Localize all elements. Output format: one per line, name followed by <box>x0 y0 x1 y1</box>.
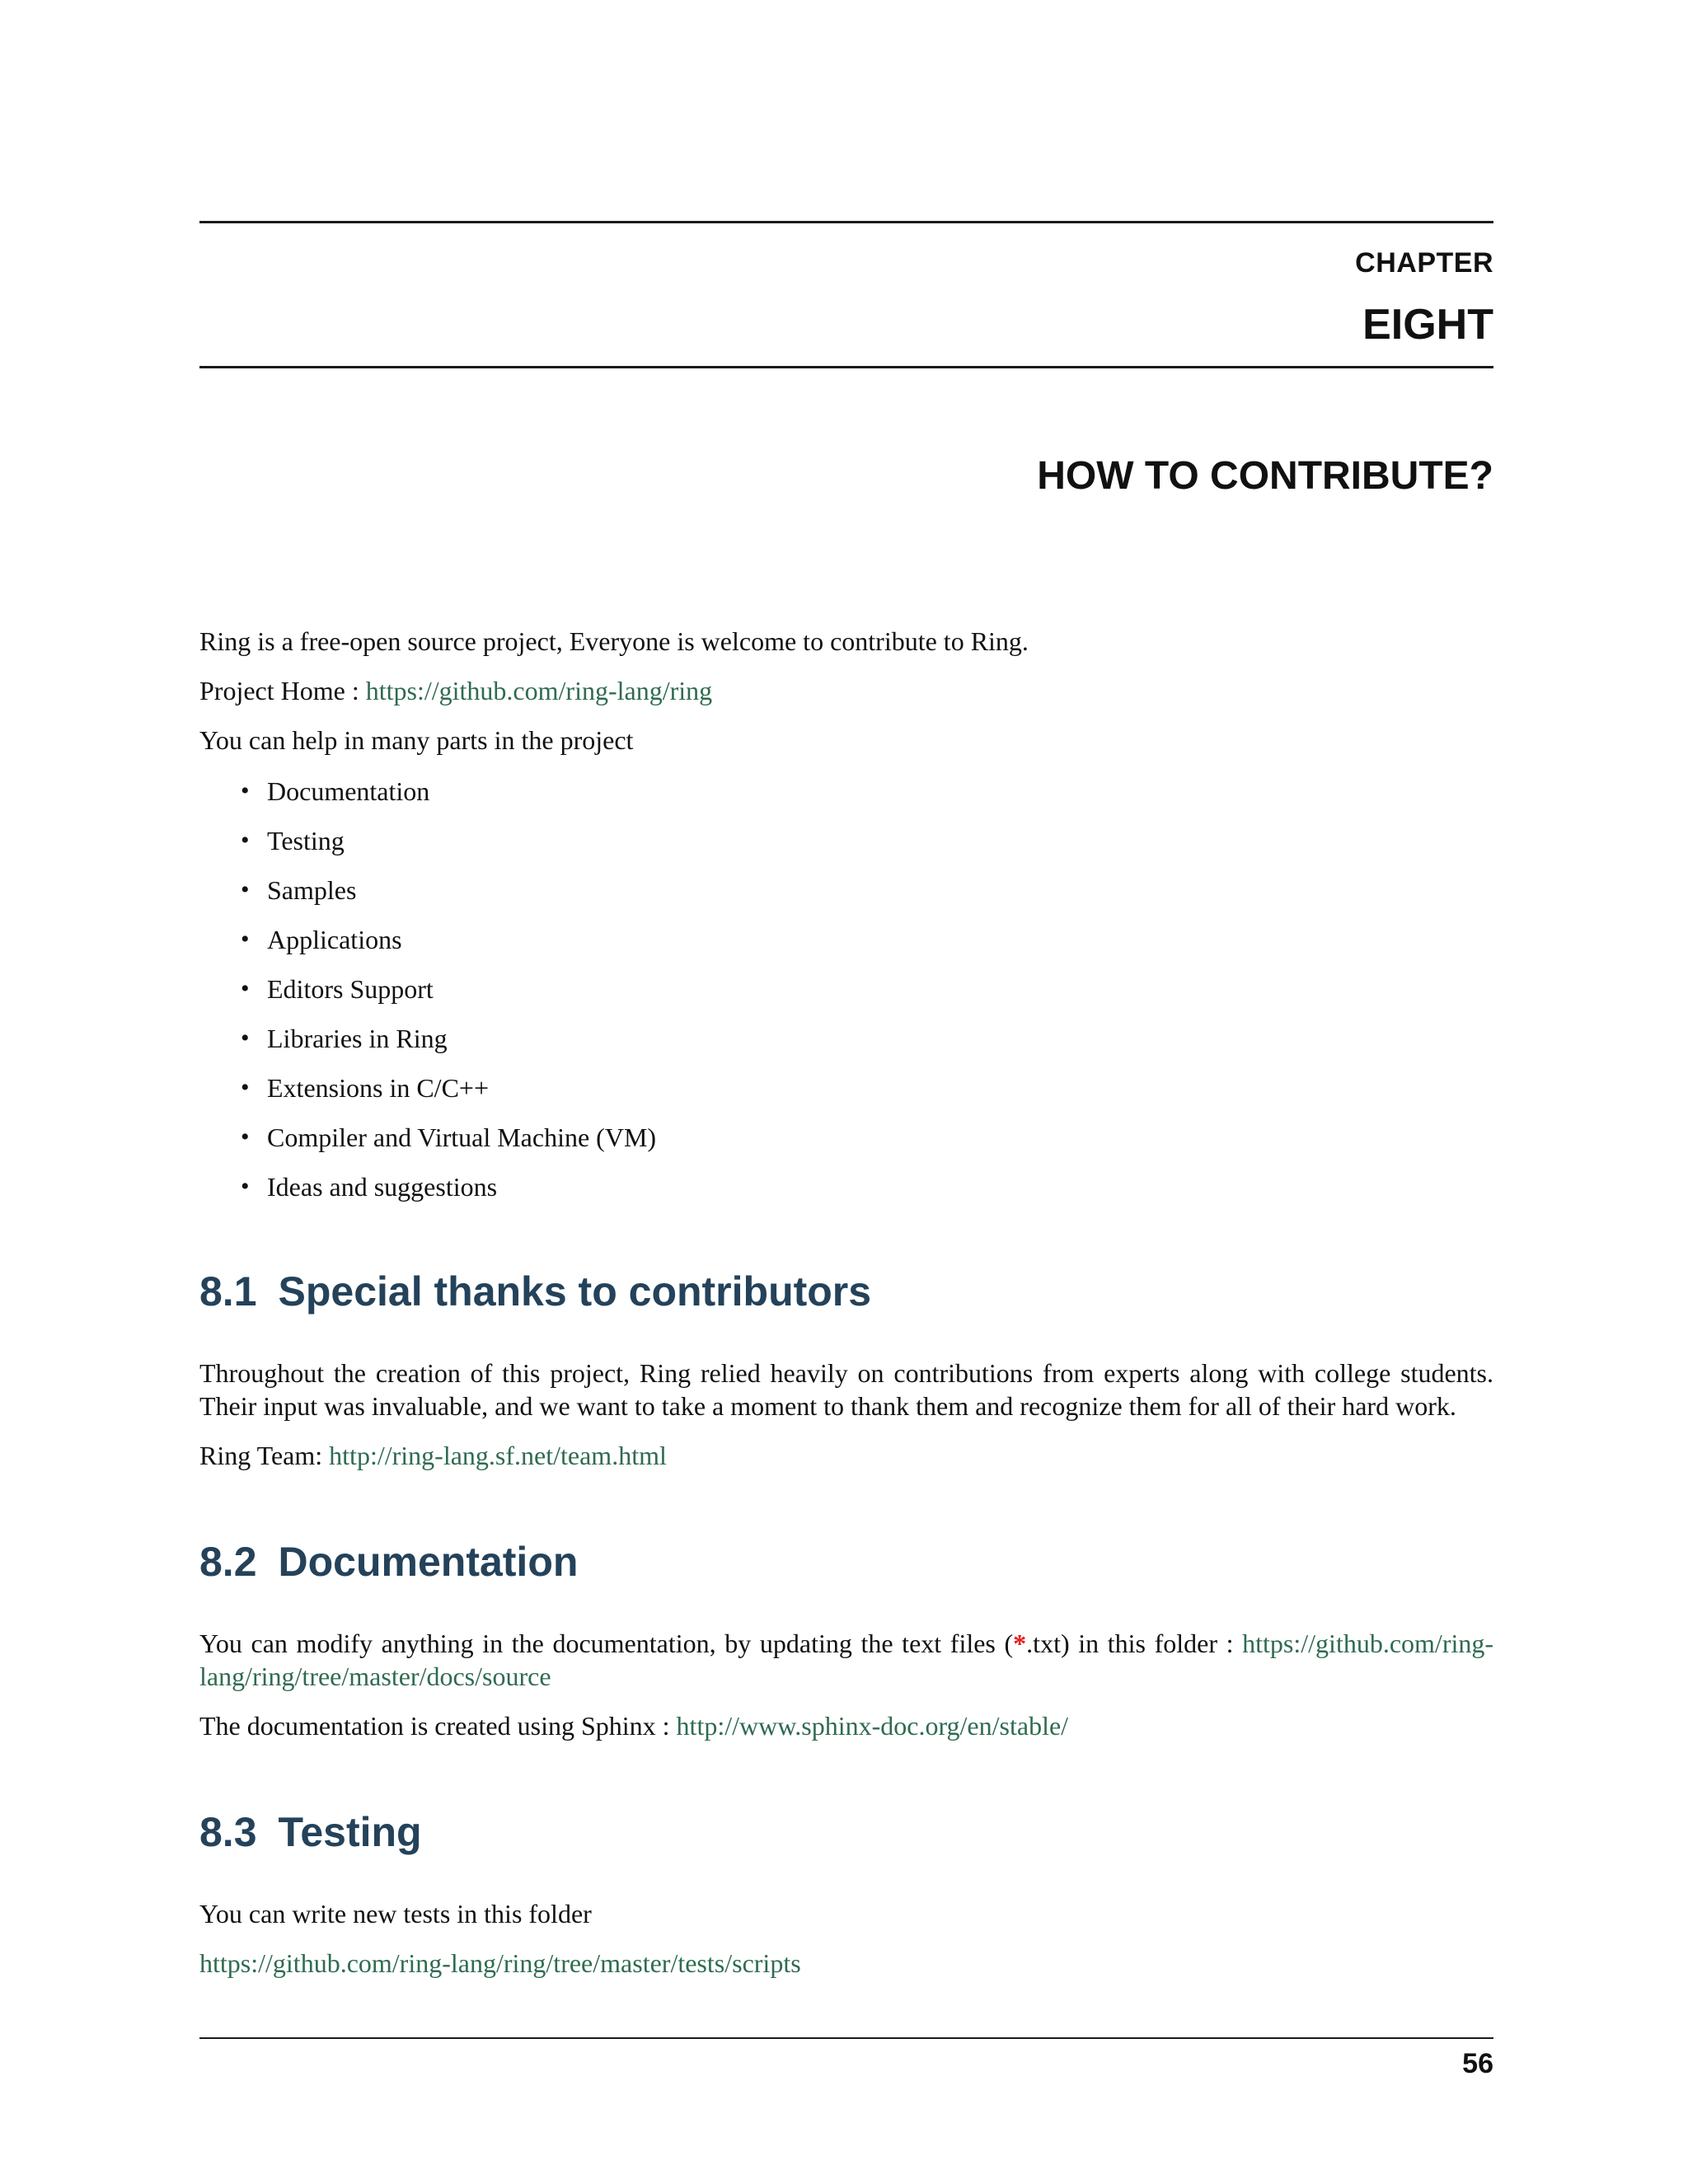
tests-folder-link[interactable]: https://github.com/ring-lang/ring/tree/master/tests/scripts <box>199 1948 801 1978</box>
chapter-label: CHAPTER <box>1355 247 1493 279</box>
help-item-label: Editors Support <box>267 974 434 1004</box>
bullet-icon: • <box>241 1173 250 1200</box>
chapter-top-rule <box>199 221 1493 223</box>
ring-team-line <box>199 1439 1493 1472</box>
section-heading-documentation <box>199 1538 578 1586</box>
asterisk-symbol: * <box>1013 1629 1027 1658</box>
bullet-icon: • <box>241 1123 250 1151</box>
footer-rule <box>199 2037 1493 2039</box>
section-title: Special thanks to contributors <box>278 1268 872 1315</box>
chapter-title: HOW TO CONTRIBUTE? <box>1037 454 1493 498</box>
documentation-body-text: You can modify anything in the documentation, by updating the text files ( <box>199 1629 1014 1658</box>
help-item-label: Extensions in C/C++ <box>267 1073 489 1103</box>
list-item <box>241 923 656 972</box>
sphinx-line <box>199 1709 1493 1742</box>
list-item <box>241 824 656 874</box>
section-title: Testing <box>278 1809 422 1855</box>
bullet-icon: • <box>241 975 250 1002</box>
intro-sentence: Ring is a free-open source project, Everyone is welcome to contribute to Ring. <box>199 626 1029 656</box>
section-number: 8.3 <box>199 1809 257 1855</box>
help-intro-text: You can help in many parts in the project <box>199 725 634 755</box>
bullet-icon: • <box>241 827 250 854</box>
section-number: 8.1 <box>199 1268 257 1315</box>
bullet-icon: • <box>241 926 250 953</box>
document-page <box>199 0 1493 2184</box>
testing-body: You can write new tests in this folder <box>199 1899 592 1929</box>
help-areas-list <box>241 775 656 1220</box>
section-heading-thanks <box>199 1268 871 1315</box>
chapter-bottom-rule <box>199 366 1493 368</box>
list-item <box>241 874 656 923</box>
bullet-icon: • <box>241 777 250 804</box>
list-item <box>241 1022 656 1071</box>
bullet-icon: • <box>241 1074 250 1101</box>
help-item-label: Libraries in Ring <box>267 1024 448 1053</box>
page-number: 56 <box>1462 2048 1493 2079</box>
ring-team-label: Ring Team: <box>199 1441 330 1470</box>
docs-source-link[interactable]: https://github.com/ring-lang/ring/tree/master/docs/source <box>199 1629 1494 1691</box>
tests-link-line <box>199 1947 1493 1980</box>
project-home-link[interactable]: https://github.com/ring-lang/ring <box>365 676 713 705</box>
sphinx-link[interactable]: http://www.sphinx-doc.org/en/stable/ <box>676 1711 1069 1741</box>
help-item-label: Compiler and Virtual Machine (VM) <box>267 1122 657 1152</box>
ring-team-link[interactable]: http://ring-lang.sf.net/team.html <box>329 1441 667 1470</box>
list-item <box>241 1121 656 1170</box>
documentation-body-text-after: .txt) in this folder : <box>1026 1629 1243 1658</box>
section-title: Documentation <box>278 1539 579 1585</box>
bullet-icon: • <box>241 1024 250 1052</box>
thanks-body: Throughout the creation of this project, Ring relied heavily on contributions from experts along with college students. Their input was invaluable, and we want to take a moment to thank them and recognize them for all of their hard work. <box>199 1358 1493 1421</box>
list-item <box>241 775 656 824</box>
section-heading-testing <box>199 1808 422 1856</box>
project-home-label: Project Home : <box>199 676 366 705</box>
help-item-label: Testing <box>267 826 345 855</box>
help-item-label: Applications <box>267 925 402 954</box>
bullet-icon: • <box>241 876 250 903</box>
documentation-body <box>199 1627 1493 1693</box>
project-home-line <box>199 674 1493 707</box>
section-number: 8.2 <box>199 1539 257 1585</box>
list-item <box>241 1170 656 1220</box>
list-item <box>241 972 656 1022</box>
help-item-label: Ideas and suggestions <box>267 1172 498 1202</box>
list-item <box>241 1071 656 1121</box>
sphinx-label: The documentation is created using Sphinx : <box>199 1711 677 1741</box>
chapter-number: EIGHT <box>1362 301 1493 349</box>
help-item-label: Documentation <box>267 776 430 806</box>
help-item-label: Samples <box>267 875 357 905</box>
